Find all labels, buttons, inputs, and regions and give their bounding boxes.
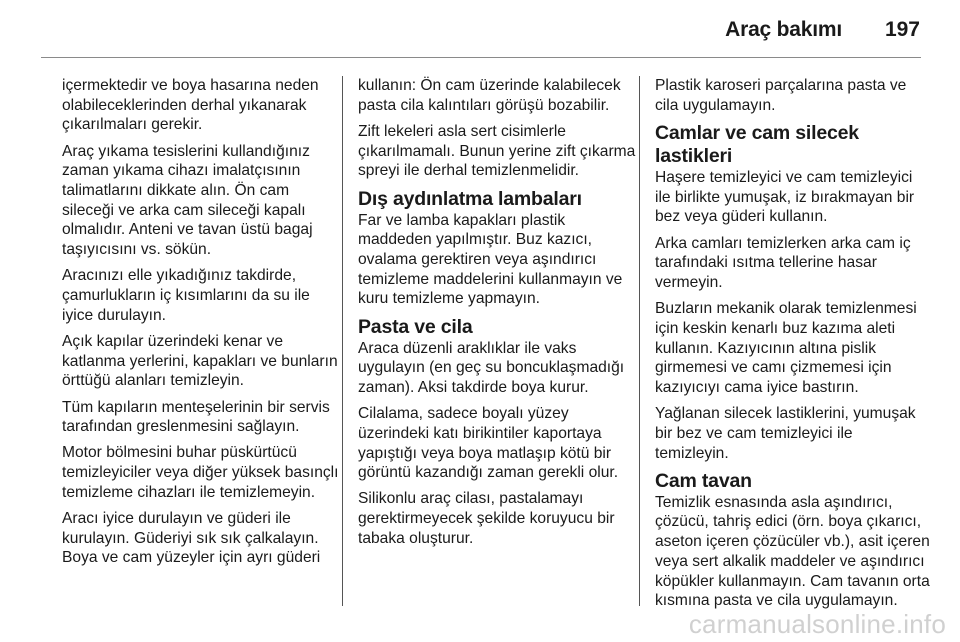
paragraph: Zift lekeleri asla sert cisimlerle çıkarılmamalı. Bunun yerine zift çıkarma spreyi ile derhal temizlenmelidir. bbox=[358, 122, 636, 180]
column-divider-1 bbox=[342, 76, 343, 606]
paragraph: Far ve lamba kapakları plastik maddeden yapılmıştır. Buz kazıcı, ovalama gerektiren veya aşındırıcı temizleme maddelerini kullanmayın ve kuru temizleme yapmayın. bbox=[358, 211, 623, 308]
paragraph: Arka camları temizlerken arka cam iç tarafındaki ısıtma tellerine hasar vermeyin. bbox=[655, 234, 911, 291]
paragraph: Aracı iyice durulayın ve güderi ile kurulayın. Güderiyi sık sık çalkalayın. Boya ve cam yüzeyler için ayrı güderi bbox=[62, 510, 321, 567]
section-heading: Pasta ve cila bbox=[358, 315, 473, 338]
text-column-1 bbox=[62, 76, 340, 575]
paragraph: içermektedir ve boya hasarına neden olabileceklerinden derhal yıkanarak çıkarılmaları gerekir. bbox=[62, 77, 319, 134]
watermark: carmanualsonline.info bbox=[688, 609, 946, 639]
paragraph: Haşere temizleyici ve cam temizleyici ile birlikte yumuşak, iz bırakmayan bir bez veya güderi kullanın. bbox=[655, 168, 915, 226]
section-heading: Camlar ve cam silecek lastikleri bbox=[655, 121, 859, 167]
section-heading: Dış aydınlatma lambaları bbox=[358, 187, 582, 210]
text-column-3 bbox=[655, 76, 930, 617]
text-column-2 bbox=[358, 76, 636, 555]
paragraph: Silikonlu araç cilası, pastalamayı gerektirmeyecek şekilde koruyucu bir tabaka oluşturur. bbox=[358, 490, 615, 547]
paragraph: Aracınızı elle yıkadığınız takdirde, çamurlukların iç kısımlarını da su ile iyice durulayın. bbox=[62, 267, 310, 324]
paragraph: Açık kapılar üzerindeki kenar ve katlanma yerlerini, kapakları ve bunların örttüğü alanları temizleyin. bbox=[62, 332, 338, 390]
paragraph: Motor bölmesini buhar püskürtücü temizleyiciler veya diğer yüksek basınçlı temizleme cihazları ile temizlemeyin. bbox=[62, 444, 339, 501]
section-heading: Cam tavan bbox=[655, 469, 752, 492]
section-title: Araç bakımı bbox=[725, 18, 842, 41]
paragraph: Temizlik esnasında asla aşındırıcı, çözücü, tahriş edici (örn. boya çıkarıcı, aseton içeren çözücüler vb.), asit içeren veya sert alkalik maddeler ve aşındırıcı köpükler kullanmayın. Cam tavanın orta kısmına pasta ve cila uygulamayın. bbox=[655, 493, 930, 610]
column-divider-2 bbox=[639, 76, 640, 606]
paragraph: kullanın: Ön cam üzerinde kalabilecek pasta cila kalıntıları görüşü bozabilir. bbox=[358, 77, 621, 114]
page-header bbox=[0, 0, 960, 58]
paragraph: Araca düzenli araklıklar ile vaks uygulayın (en geç su boncuklaşmadığı zaman). Aksi takdirde boya kurur. bbox=[358, 339, 625, 396]
paragraph: Araç yıkama tesislerini kullandığınız zaman yıkama cihazı imalatçısının talimatlarını dikkate alın. Ön cam sileceği ve arka cam sileceği kapalı olmalıdır. Anteni ve tavan üstü bagaj taşıyıcısını vs. sökün. bbox=[62, 142, 313, 259]
header-divider bbox=[41, 57, 921, 58]
paragraph: Plastik karoseri parçalarına pasta ve cila uygulamayın. bbox=[655, 77, 907, 114]
paragraph: Cilalama, sadece boyalı yüzey üzerindeki katı birikintiler kaportaya yapıştığı veya boya matlaşıp kötü bir görüntü kazandığı zaman gerekli olur. bbox=[358, 405, 619, 482]
page-number: 197 bbox=[884, 18, 920, 41]
paragraph: Tüm kapıların menteşelerinin bir servis tarafından greslenmesini sağlayın. bbox=[62, 398, 330, 436]
paragraph: Yağlanan silecek lastiklerini, yumuşak bir bez ve cam temizleyici ile temizleyin. bbox=[655, 405, 916, 462]
paragraph: Buzların mekanik olarak temizlenmesi için keskin kenarlı buz kazıma aleti kullanın. Kazıyıcının altına pislik girmemesi ve camı çizmemesi için kazıyıcıyı cama iyice bastırın. bbox=[655, 300, 917, 396]
